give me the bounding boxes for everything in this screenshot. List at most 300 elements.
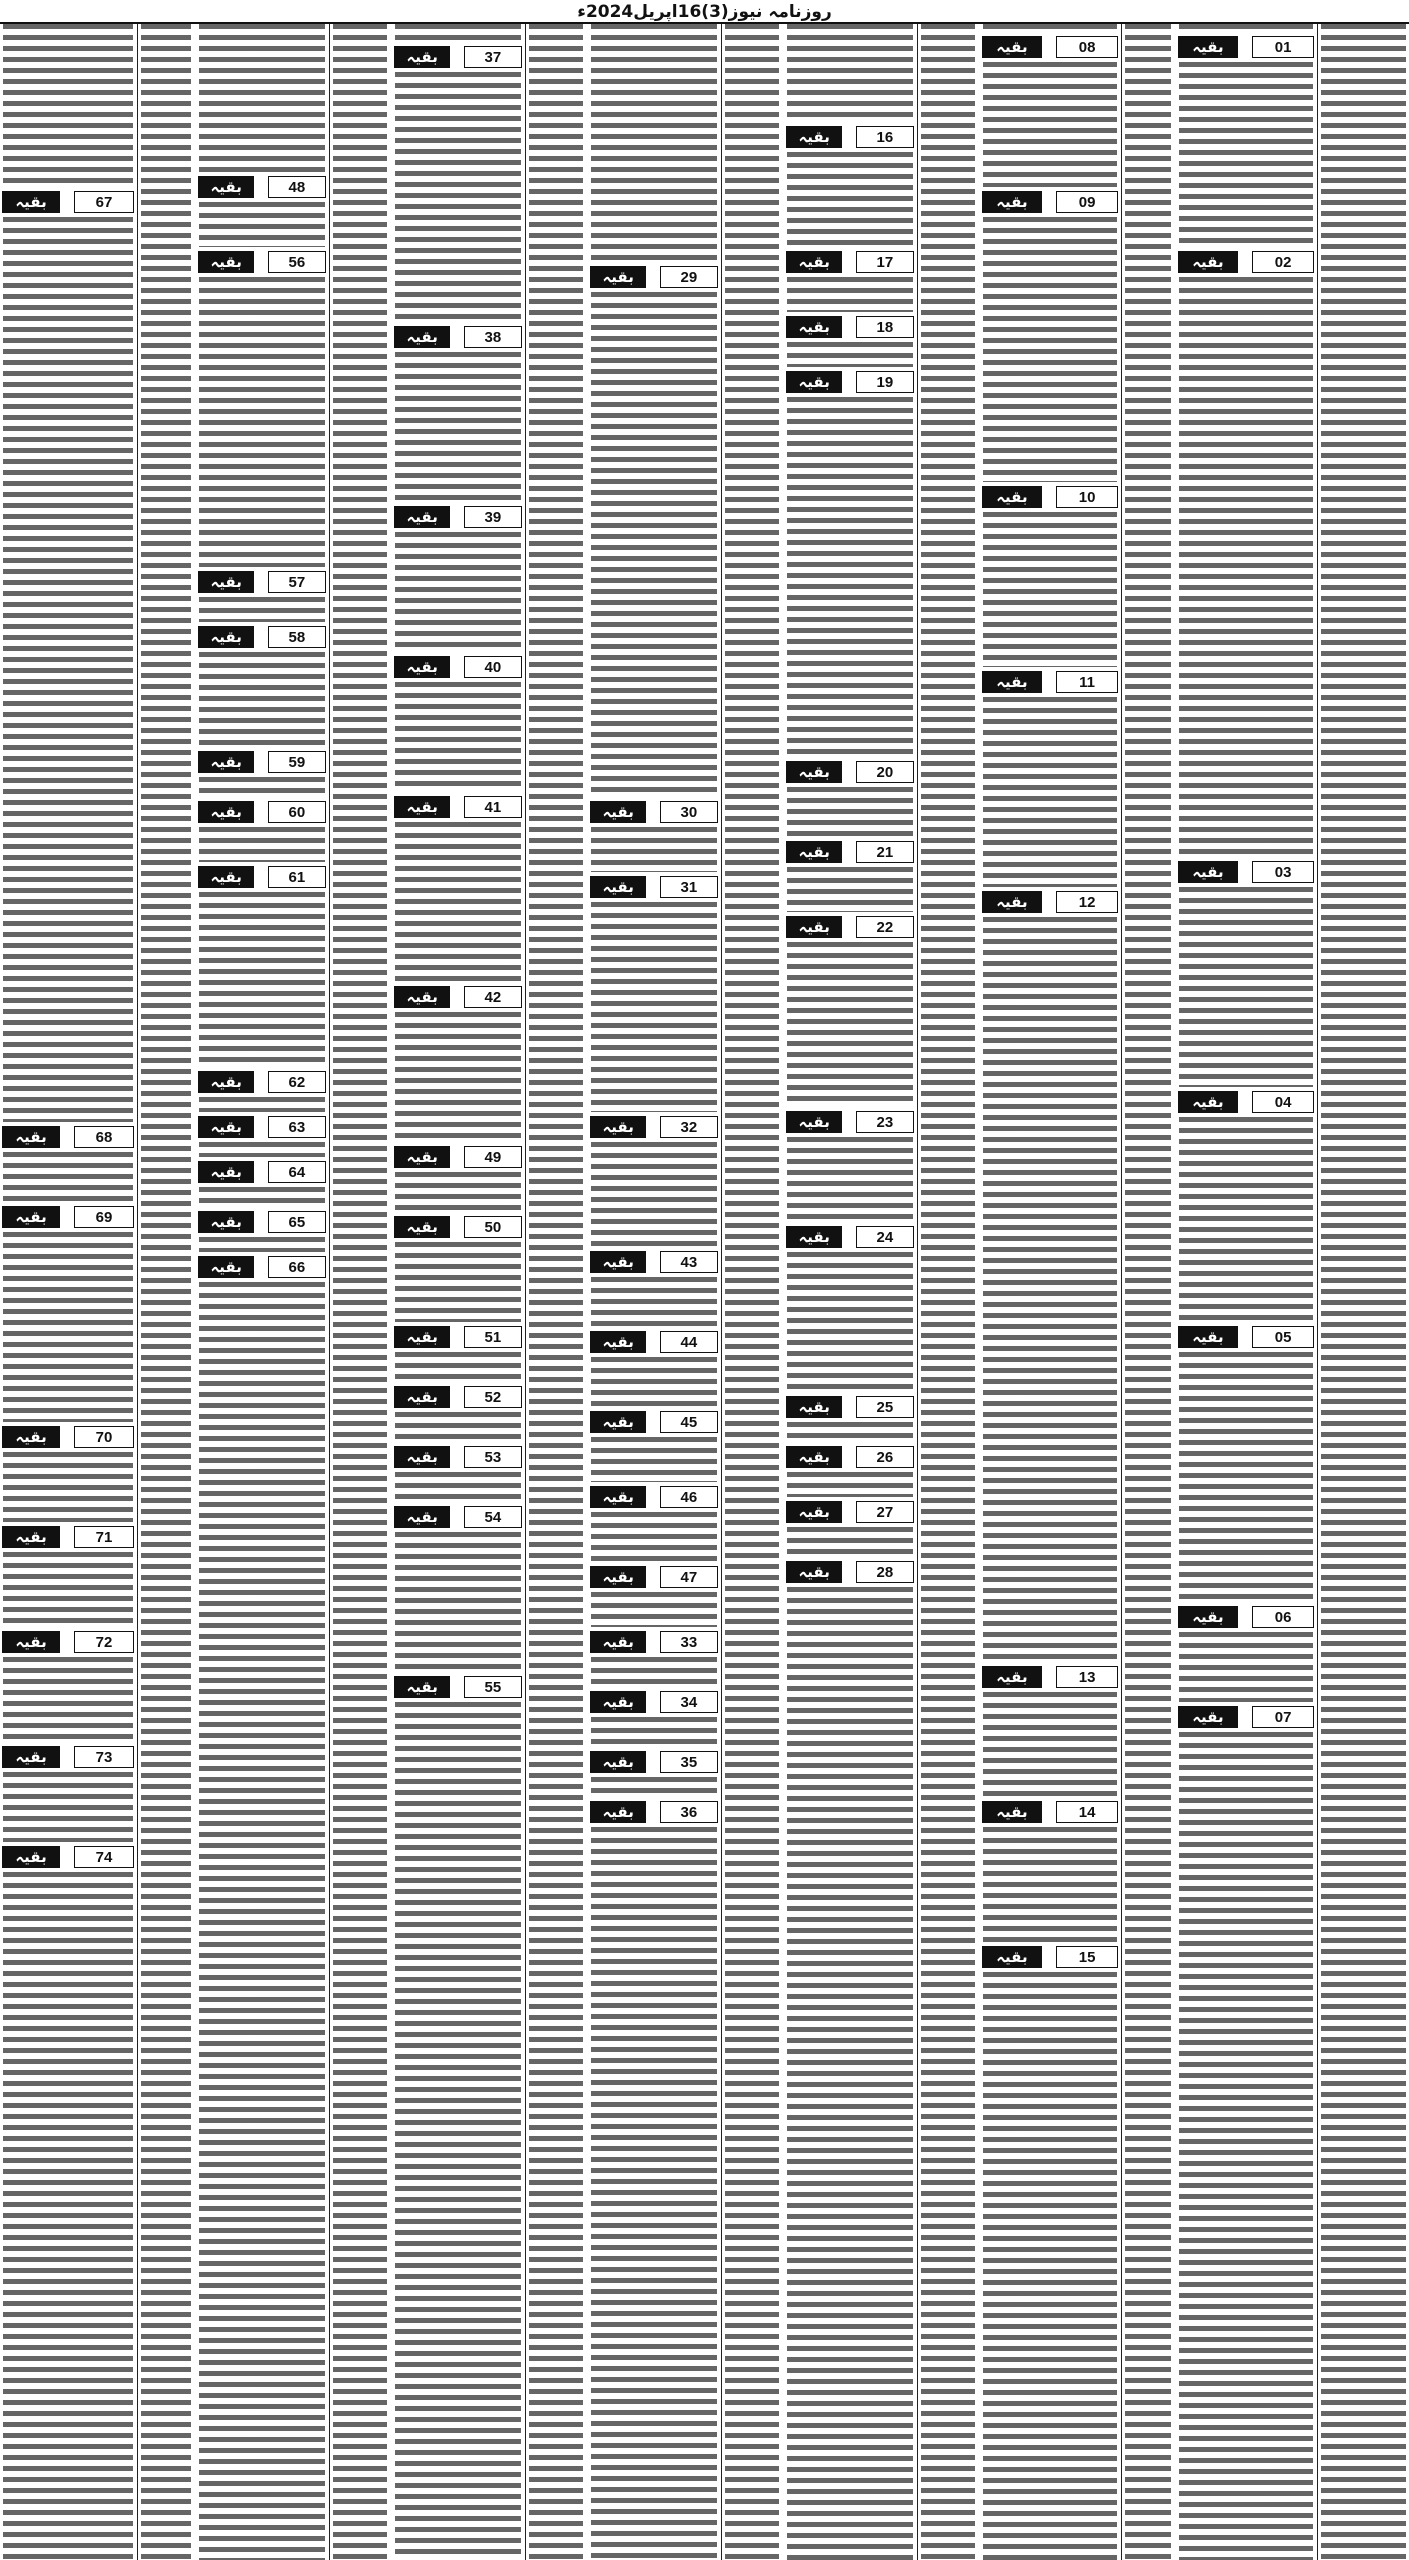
article-text — [1179, 1732, 1313, 2560]
article-text — [591, 24, 717, 262]
baqiya-tag: بقیہ — [590, 1691, 646, 1713]
article-text — [199, 1097, 325, 1112]
continuation-header — [392, 1674, 524, 1700]
baqiya-tag: بقیہ — [394, 656, 450, 678]
baqiya-tag: بقیہ — [786, 916, 842, 938]
baqiya-tag: بقیہ — [198, 801, 254, 823]
continuation-header — [980, 1664, 1120, 1690]
baqiya-tag: بقیہ — [982, 1801, 1042, 1823]
baqiya-tag: بقیہ — [198, 626, 254, 648]
article-text — [591, 1717, 717, 1747]
article-text — [787, 1472, 913, 1497]
continuation-number: 73 — [74, 1746, 134, 1768]
continuation-header — [1176, 1089, 1316, 1115]
continuation-header — [980, 484, 1120, 510]
continuation-header — [588, 1799, 720, 1825]
continuation-number: 14 — [1056, 1801, 1118, 1823]
continuation-number: 45 — [660, 1411, 718, 1433]
continuation-header — [784, 369, 916, 395]
baqiya-tag: بقیہ — [198, 866, 254, 888]
continuation-header — [784, 314, 916, 340]
article-text — [199, 652, 325, 747]
article-text — [199, 597, 325, 622]
continuation-number: 52 — [464, 1386, 522, 1408]
baqiya-tag: بقیہ — [394, 1146, 450, 1168]
baqiya-tag: بقیہ — [590, 1801, 646, 1823]
news-column — [392, 24, 524, 2560]
article-text — [983, 1827, 1117, 1942]
continuation-number: 60 — [268, 801, 326, 823]
article-text — [199, 202, 325, 247]
continuation-header — [588, 1629, 720, 1655]
continuation-number: 08 — [1056, 36, 1118, 58]
article-text — [725, 24, 779, 2560]
continuation-header — [784, 1499, 916, 1525]
continuation-number: 47 — [660, 1566, 718, 1588]
continuation-header — [1176, 249, 1316, 275]
continuation-number: 07 — [1252, 1706, 1314, 1728]
article-text — [3, 1452, 133, 1522]
continuation-number: 22 — [856, 916, 914, 938]
article-text — [591, 1277, 717, 1327]
article-text — [1179, 887, 1313, 1087]
continuation-header — [980, 669, 1120, 695]
continuation-header — [196, 799, 328, 825]
article-text — [787, 1137, 913, 1222]
baqiya-tag: بقیہ — [590, 1331, 646, 1353]
article-text — [3, 24, 133, 187]
continuation-header — [588, 1114, 720, 1140]
continuation-number: 63 — [268, 1116, 326, 1138]
continuation-number: 42 — [464, 986, 522, 1008]
article-text — [1179, 1632, 1313, 1702]
baqiya-tag: بقیہ — [394, 986, 450, 1008]
continuation-header — [588, 1564, 720, 1590]
baqiya-tag: بقیہ — [786, 316, 842, 338]
baqiya-tag: بقیہ — [2, 191, 60, 213]
baqiya-tag: بقیہ — [198, 251, 254, 273]
article-text — [787, 1527, 913, 1557]
continuation-number: 65 — [268, 1211, 326, 1233]
continuation-number: 57 — [268, 571, 326, 593]
continuation-header — [784, 249, 916, 275]
continuation-header — [1176, 1324, 1316, 1350]
article-text — [591, 1657, 717, 1687]
baqiya-tag: بقیہ — [590, 1631, 646, 1653]
baqiya-tag: بقیہ — [198, 1116, 254, 1138]
article-text — [3, 1772, 133, 1842]
baqiya-tag: بقیہ — [982, 36, 1042, 58]
baqiya-tag: بقیہ — [2, 1126, 60, 1148]
baqiya-tag: بقیہ — [198, 751, 254, 773]
continuation-number: 71 — [74, 1526, 134, 1548]
continuation-number: 11 — [1056, 671, 1118, 693]
continuation-number: 29 — [660, 266, 718, 288]
continuation-header — [392, 1324, 524, 1350]
continuation-number: 58 — [268, 626, 326, 648]
continuation-header — [980, 1944, 1120, 1970]
article-text — [1179, 24, 1313, 32]
baqiya-tag: بقیہ — [1178, 1326, 1238, 1348]
article-text — [1179, 1117, 1313, 1322]
baqiya-tag: بقیہ — [590, 266, 646, 288]
continuation-number: 50 — [464, 1216, 522, 1238]
continuation-number: 40 — [464, 656, 522, 678]
continuation-number: 03 — [1252, 861, 1314, 883]
article-text — [787, 942, 913, 1107]
baqiya-tag: بقیہ — [2, 1746, 60, 1768]
baqiya-tag: بقیہ — [590, 1751, 646, 1773]
continuation-header — [0, 1204, 136, 1230]
continuation-number: 55 — [464, 1676, 522, 1698]
continuation-number: 06 — [1252, 1606, 1314, 1628]
text-column — [722, 24, 782, 2560]
continuation-header — [392, 324, 524, 350]
continuation-header — [392, 1384, 524, 1410]
continuation-header — [1176, 34, 1316, 60]
continuation-number: 25 — [856, 1396, 914, 1418]
article-text — [1179, 277, 1313, 857]
continuation-number: 51 — [464, 1326, 522, 1348]
continuation-header — [392, 1444, 524, 1470]
continuation-number: 17 — [856, 251, 914, 273]
continuation-number: 37 — [464, 46, 522, 68]
continuation-header — [392, 504, 524, 530]
article-text — [395, 1532, 521, 1672]
baqiya-tag: بقیہ — [590, 801, 646, 823]
baqiya-tag: بقیہ — [786, 1501, 842, 1523]
article-text — [395, 682, 521, 792]
article-text — [395, 1012, 521, 1142]
continuation-header — [0, 1524, 136, 1550]
continuation-header — [0, 1124, 136, 1150]
article-text — [395, 1352, 521, 1382]
continuation-header — [196, 249, 328, 275]
continuation-number: 38 — [464, 326, 522, 348]
continuation-number: 69 — [74, 1206, 134, 1228]
continuation-header — [0, 1844, 136, 1870]
article-text — [199, 827, 325, 862]
text-column — [1122, 24, 1174, 2560]
article-text — [1321, 24, 1406, 2560]
article-text — [199, 1282, 325, 2560]
baqiya-tag: بقیہ — [786, 1396, 842, 1418]
baqiya-tag: بقیہ — [590, 1251, 646, 1273]
news-column — [1176, 24, 1316, 2560]
article-text — [333, 24, 387, 2560]
continuation-header — [196, 1159, 328, 1185]
baqiya-tag: بقیہ — [982, 1946, 1042, 1968]
continuation-header — [392, 1504, 524, 1530]
continuation-number: 33 — [660, 1631, 718, 1653]
continuation-header — [1176, 1704, 1316, 1730]
continuation-header — [980, 889, 1120, 915]
continuation-number: 09 — [1056, 191, 1118, 213]
article-text — [591, 1827, 717, 2560]
baqiya-tag: بقیہ — [982, 671, 1042, 693]
article-text — [1125, 24, 1171, 2560]
baqiya-tag: بقیہ — [2, 1631, 60, 1653]
continuation-header — [588, 1329, 720, 1355]
baqiya-tag: بقیہ — [786, 761, 842, 783]
article-text — [395, 1412, 521, 1442]
article-text — [395, 1242, 521, 1322]
continuation-header — [784, 759, 916, 785]
article-text — [787, 787, 913, 837]
baqiya-tag: بقیہ — [394, 1326, 450, 1348]
continuation-number: 18 — [856, 316, 914, 338]
article-text — [787, 867, 913, 912]
article-text — [591, 902, 717, 1112]
article-text — [3, 1552, 133, 1627]
continuation-header — [196, 569, 328, 595]
continuation-number: 74 — [74, 1846, 134, 1868]
continuation-header — [1176, 859, 1316, 885]
article-text — [591, 1512, 717, 1562]
baqiya-tag: بقیہ — [198, 176, 254, 198]
article-text — [591, 1142, 717, 1247]
continuation-number: 48 — [268, 176, 326, 198]
baqiya-tag: بقیہ — [786, 1446, 842, 1468]
continuation-number: 28 — [856, 1561, 914, 1583]
continuation-header — [588, 874, 720, 900]
news-column — [0, 24, 136, 2560]
continuation-header — [0, 189, 136, 215]
article-text — [3, 1872, 133, 2560]
continuation-number: 30 — [660, 801, 718, 823]
article-text — [591, 827, 717, 872]
baqiya-tag: بقیہ — [590, 1411, 646, 1433]
baqiya-tag: بقیہ — [198, 1071, 254, 1093]
article-text — [1179, 62, 1313, 247]
masthead-title: روزنامہ نیوز(3)16اپریل2024ء — [577, 1, 832, 22]
article-text — [787, 1587, 913, 2560]
baqiya-tag: بقیہ — [394, 1676, 450, 1698]
article-text — [983, 1972, 1117, 2560]
continuation-number: 72 — [74, 1631, 134, 1653]
article-text — [787, 342, 913, 367]
article-text — [395, 72, 521, 322]
baqiya-tag: بقیہ — [394, 796, 450, 818]
baqiya-tag: بقیہ — [982, 1666, 1042, 1688]
continuation-number: 56 — [268, 251, 326, 273]
baqiya-tag: بقیہ — [786, 371, 842, 393]
article-text — [141, 24, 191, 2560]
continuation-header — [784, 914, 916, 940]
article-text — [787, 1422, 913, 1442]
baqiya-tag: بقیہ — [786, 1561, 842, 1583]
article-text — [3, 1657, 133, 1742]
continuation-header — [588, 1689, 720, 1715]
continuation-number: 24 — [856, 1226, 914, 1248]
article-text — [787, 277, 913, 312]
continuation-header — [392, 1214, 524, 1240]
baqiya-tag: بقیہ — [1178, 1706, 1238, 1728]
continuation-number: 15 — [1056, 1946, 1118, 1968]
continuation-header — [980, 1799, 1120, 1825]
article-text — [787, 152, 913, 247]
article-text — [199, 277, 325, 567]
continuation-header — [588, 1484, 720, 1510]
article-text — [3, 1152, 133, 1202]
continuation-header — [196, 749, 328, 775]
continuation-number: 44 — [660, 1331, 718, 1353]
continuation-header — [784, 1224, 916, 1250]
article-text — [591, 292, 717, 797]
continuation-header — [196, 1069, 328, 1095]
continuation-number: 59 — [268, 751, 326, 773]
continuation-number: 68 — [74, 1126, 134, 1148]
columns-area — [0, 24, 1409, 2560]
article-text — [395, 822, 521, 982]
continuation-number: 67 — [74, 191, 134, 213]
continuation-header — [392, 654, 524, 680]
continuation-header — [980, 34, 1120, 60]
continuation-header — [196, 174, 328, 200]
baqiya-tag: بقیہ — [2, 1526, 60, 1548]
continuation-number: 62 — [268, 1071, 326, 1093]
baqiya-tag: بقیہ — [590, 1566, 646, 1588]
baqiya-tag: بقیہ — [394, 1216, 450, 1238]
article-text — [983, 217, 1117, 482]
continuation-header — [196, 624, 328, 650]
article-text — [591, 1437, 717, 1482]
continuation-header — [784, 1559, 916, 1585]
baqiya-tag: بقیہ — [982, 191, 1042, 213]
continuation-header — [392, 1144, 524, 1170]
continuation-number: 20 — [856, 761, 914, 783]
article-text — [199, 1237, 325, 1252]
article-text — [921, 24, 975, 2560]
continuation-number: 66 — [268, 1256, 326, 1278]
baqiya-tag: بقیہ — [2, 1206, 60, 1228]
baqiya-tag: بقیہ — [394, 506, 450, 528]
article-text — [3, 1232, 133, 1422]
continuation-number: 36 — [660, 1801, 718, 1823]
baqiya-tag: بقیہ — [394, 1386, 450, 1408]
article-text — [983, 62, 1117, 187]
baqiya-tag: بقیہ — [982, 486, 1042, 508]
continuation-number: 35 — [660, 1751, 718, 1773]
continuation-number: 19 — [856, 371, 914, 393]
continuation-number: 23 — [856, 1111, 914, 1133]
article-text — [591, 1777, 717, 1797]
continuation-number: 39 — [464, 506, 522, 528]
article-text — [199, 1142, 325, 1157]
article-text — [983, 1692, 1117, 1797]
continuation-number: 21 — [856, 841, 914, 863]
baqiya-tag: بقیہ — [1178, 36, 1238, 58]
continuation-header — [588, 1249, 720, 1275]
text-column — [918, 24, 978, 2560]
continuation-header — [588, 264, 720, 290]
continuation-number: 64 — [268, 1161, 326, 1183]
baqiya-tag: بقیہ — [982, 891, 1042, 913]
text-column — [330, 24, 390, 2560]
continuation-header — [196, 1114, 328, 1140]
baqiya-tag: بقیہ — [2, 1426, 60, 1448]
news-column — [196, 24, 328, 2560]
continuation-header — [392, 984, 524, 1010]
continuation-header — [784, 1109, 916, 1135]
continuation-header — [392, 794, 524, 820]
continuation-number: 26 — [856, 1446, 914, 1468]
article-text — [591, 1357, 717, 1407]
continuation-header — [196, 1254, 328, 1280]
article-text — [983, 697, 1117, 887]
continuation-number: 46 — [660, 1486, 718, 1508]
news-column — [784, 24, 916, 2560]
article-text — [199, 777, 325, 797]
article-text — [787, 397, 913, 757]
continuation-header — [980, 189, 1120, 215]
article-text — [983, 917, 1117, 1662]
baqiya-tag: بقیہ — [394, 1506, 450, 1528]
continuation-number: 54 — [464, 1506, 522, 1528]
article-text — [199, 1187, 325, 1207]
continuation-number: 53 — [464, 1446, 522, 1468]
news-column — [980, 24, 1120, 2560]
continuation-number: 32 — [660, 1116, 718, 1138]
continuation-header — [784, 124, 916, 150]
baqiya-tag: بقیہ — [394, 326, 450, 348]
continuation-number: 05 — [1252, 1326, 1314, 1348]
continuation-header — [784, 1394, 916, 1420]
baqiya-tag: بقیہ — [394, 1446, 450, 1468]
continuation-header — [0, 1629, 136, 1655]
continuation-header — [588, 799, 720, 825]
text-column — [1318, 24, 1409, 2560]
continuation-number: 01 — [1252, 36, 1314, 58]
article-text — [395, 352, 521, 502]
continuation-number: 16 — [856, 126, 914, 148]
continuation-header — [196, 864, 328, 890]
article-text — [787, 1252, 913, 1392]
continuation-header — [784, 839, 916, 865]
continuation-number: 41 — [464, 796, 522, 818]
baqiya-tag: بقیہ — [2, 1846, 60, 1868]
continuation-header — [1176, 1604, 1316, 1630]
news-column — [588, 24, 720, 2560]
baqiya-tag: بقیہ — [1178, 1606, 1238, 1628]
baqiya-tag: بقیہ — [786, 1226, 842, 1248]
text-column — [526, 24, 586, 2560]
baqiya-tag: بقیہ — [786, 1111, 842, 1133]
baqiya-tag: بقیہ — [786, 841, 842, 863]
baqiya-tag: بقیہ — [1178, 1091, 1238, 1113]
article-text — [395, 1172, 521, 1212]
continuation-number: 12 — [1056, 891, 1118, 913]
baqiya-tag: بقیہ — [590, 1486, 646, 1508]
continuation-header — [588, 1749, 720, 1775]
continuation-number: 31 — [660, 876, 718, 898]
baqiya-tag: بقیہ — [198, 571, 254, 593]
baqiya-tag: بقیہ — [786, 251, 842, 273]
continuation-header — [784, 1444, 916, 1470]
continuation-header — [392, 44, 524, 70]
continuation-number: 70 — [74, 1426, 134, 1448]
newspaper-masthead — [0, 0, 1409, 24]
baqiya-tag: بقیہ — [198, 1161, 254, 1183]
baqiya-tag: بقیہ — [394, 46, 450, 68]
baqiya-tag: بقیہ — [786, 126, 842, 148]
article-text — [983, 24, 1117, 32]
article-text — [395, 1702, 521, 2560]
continuation-number: 27 — [856, 1501, 914, 1523]
continuation-number: 10 — [1056, 486, 1118, 508]
article-text — [395, 24, 521, 42]
continuation-number: 04 — [1252, 1091, 1314, 1113]
